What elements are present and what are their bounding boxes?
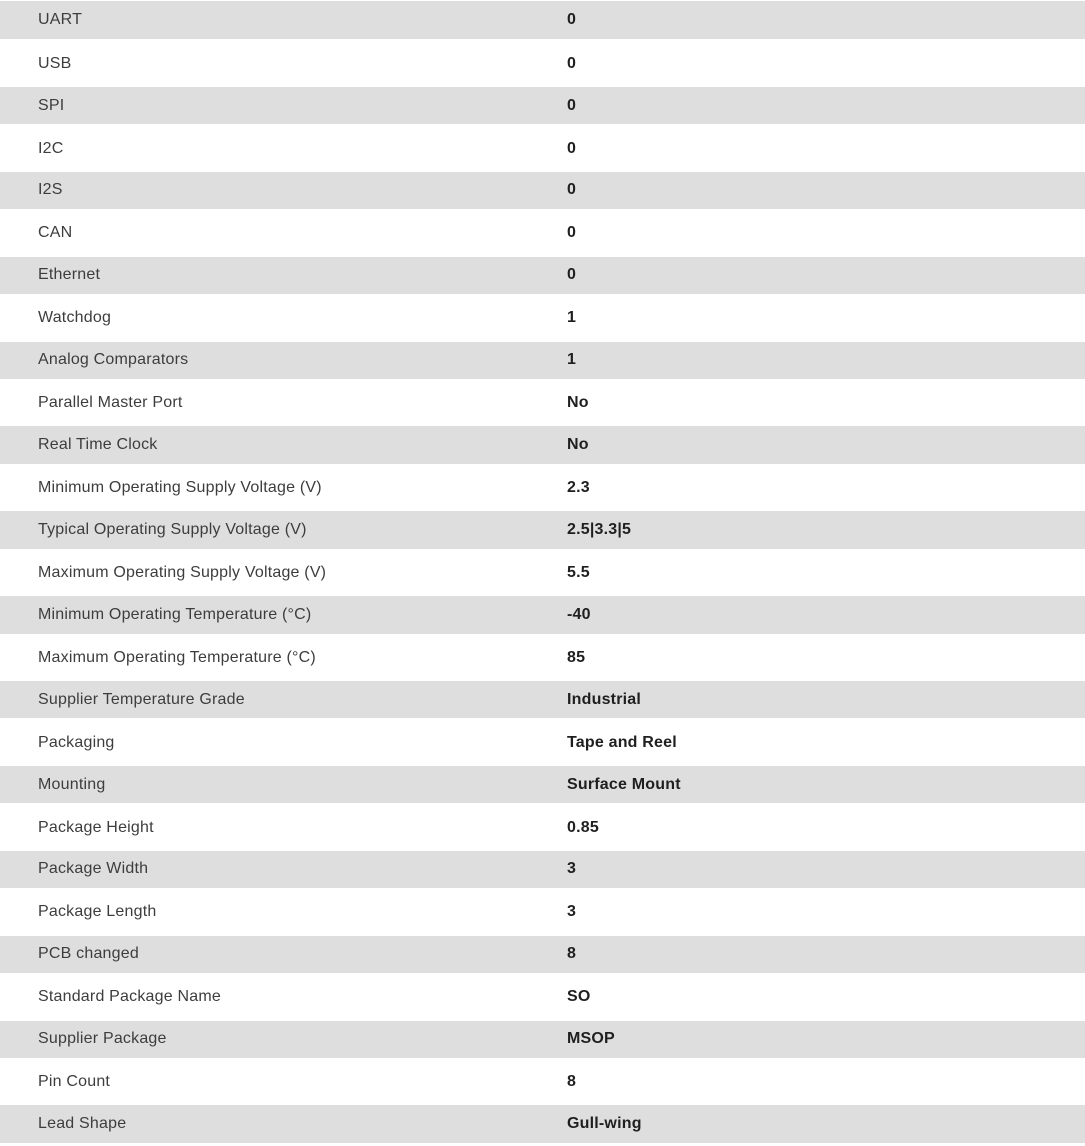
table-row — [0, 552, 1085, 594]
spec-value: Surface Mount — [567, 775, 681, 793]
spec-label: Watchdog — [38, 309, 112, 327]
spec-value: 5.5 — [567, 563, 590, 581]
spec-value: 3 — [567, 860, 577, 878]
spec-label: Maximum Operating Supply Voltage (V) — [38, 563, 327, 581]
table-row — [0, 594, 1085, 636]
table-row — [0, 85, 1085, 127]
spec-label: Pin Count — [38, 1073, 111, 1091]
spec-value: 0.85 — [567, 818, 599, 836]
table-row — [0, 42, 1085, 84]
spec-value: 1 — [567, 309, 577, 327]
spec-label: Lead Shape — [38, 1115, 127, 1133]
spec-value: 0 — [567, 11, 577, 29]
table-row — [0, 509, 1085, 551]
spec-value: No — [567, 436, 589, 454]
spec-value: 2.5|3.3|5 — [567, 520, 632, 538]
table-row — [0, 467, 1085, 509]
spec-value: MSOP — [567, 1030, 615, 1048]
spec-label: Typical Operating Supply Voltage (V) — [38, 520, 307, 538]
table-row — [0, 721, 1085, 763]
spec-label: Ethernet — [38, 266, 101, 284]
table-row — [0, 297, 1085, 339]
spec-label: Minimum Operating Temperature (°C) — [38, 605, 312, 623]
table-row — [0, 1103, 1085, 1145]
table-row — [0, 934, 1085, 976]
spec-value: 0 — [567, 139, 577, 157]
table-row — [0, 340, 1085, 382]
spec-label: Real Time Clock — [38, 436, 158, 454]
table-row — [0, 891, 1085, 933]
table-row — [0, 212, 1085, 254]
spec-value: 8 — [567, 945, 577, 963]
spec-value: 0 — [567, 54, 577, 72]
spec-value: 3 — [567, 903, 577, 921]
table-row — [0, 637, 1085, 679]
spec-label: PCB changed — [38, 945, 139, 963]
spec-label: Maximum Operating Temperature (°C) — [38, 648, 316, 666]
table-row — [0, 255, 1085, 297]
table-row — [0, 1061, 1085, 1103]
spec-value: 8 — [567, 1073, 577, 1091]
spec-label: I2S — [38, 181, 63, 199]
spec-label: Package Height — [38, 818, 154, 836]
spec-label: USB — [38, 54, 72, 72]
spec-label: Parallel Master Port — [38, 394, 183, 412]
table-row — [0, 976, 1085, 1018]
spec-label: CAN — [38, 224, 73, 242]
table-row — [0, 806, 1085, 848]
spec-value: -40 — [567, 605, 591, 623]
spec-label: Standard Package Name — [38, 988, 221, 1006]
spec-label: Package Length — [38, 903, 157, 921]
spec-value: SO — [567, 988, 591, 1006]
table-row — [0, 849, 1085, 891]
table-row — [0, 424, 1085, 466]
spec-value: Industrial — [567, 690, 642, 708]
spec-label: Packaging — [38, 733, 115, 751]
table-row — [0, 170, 1085, 212]
spec-value: 0 — [567, 96, 577, 114]
spec-label: I2C — [38, 139, 64, 157]
spec-value: 2.3 — [567, 479, 590, 497]
table-row — [0, 764, 1085, 806]
table-row — [0, 0, 1085, 42]
spec-label: Mounting — [38, 775, 106, 793]
spec-value: 0 — [567, 181, 577, 199]
table-row — [0, 679, 1085, 721]
spec-value: 0 — [567, 224, 577, 242]
spec-label: Supplier Package — [38, 1030, 167, 1048]
spec-value: 85 — [567, 648, 586, 666]
spec-value: No — [567, 394, 589, 412]
spec-value: 0 — [567, 266, 577, 284]
spec-value: 1 — [567, 351, 577, 369]
spec-label: Analog Comparators — [38, 351, 189, 369]
table-row — [0, 1019, 1085, 1061]
spec-label: UART — [38, 11, 83, 29]
table-row — [0, 127, 1085, 169]
spec-label: Minimum Operating Supply Voltage (V) — [38, 479, 322, 497]
spec-label: Package Width — [38, 860, 149, 878]
spec-value: Tape and Reel — [567, 733, 677, 751]
spec-label: Supplier Temperature Grade — [38, 690, 245, 708]
spec-value: Gull-wing — [567, 1115, 642, 1133]
table-row — [0, 382, 1085, 424]
spec-label: SPI — [38, 96, 65, 114]
